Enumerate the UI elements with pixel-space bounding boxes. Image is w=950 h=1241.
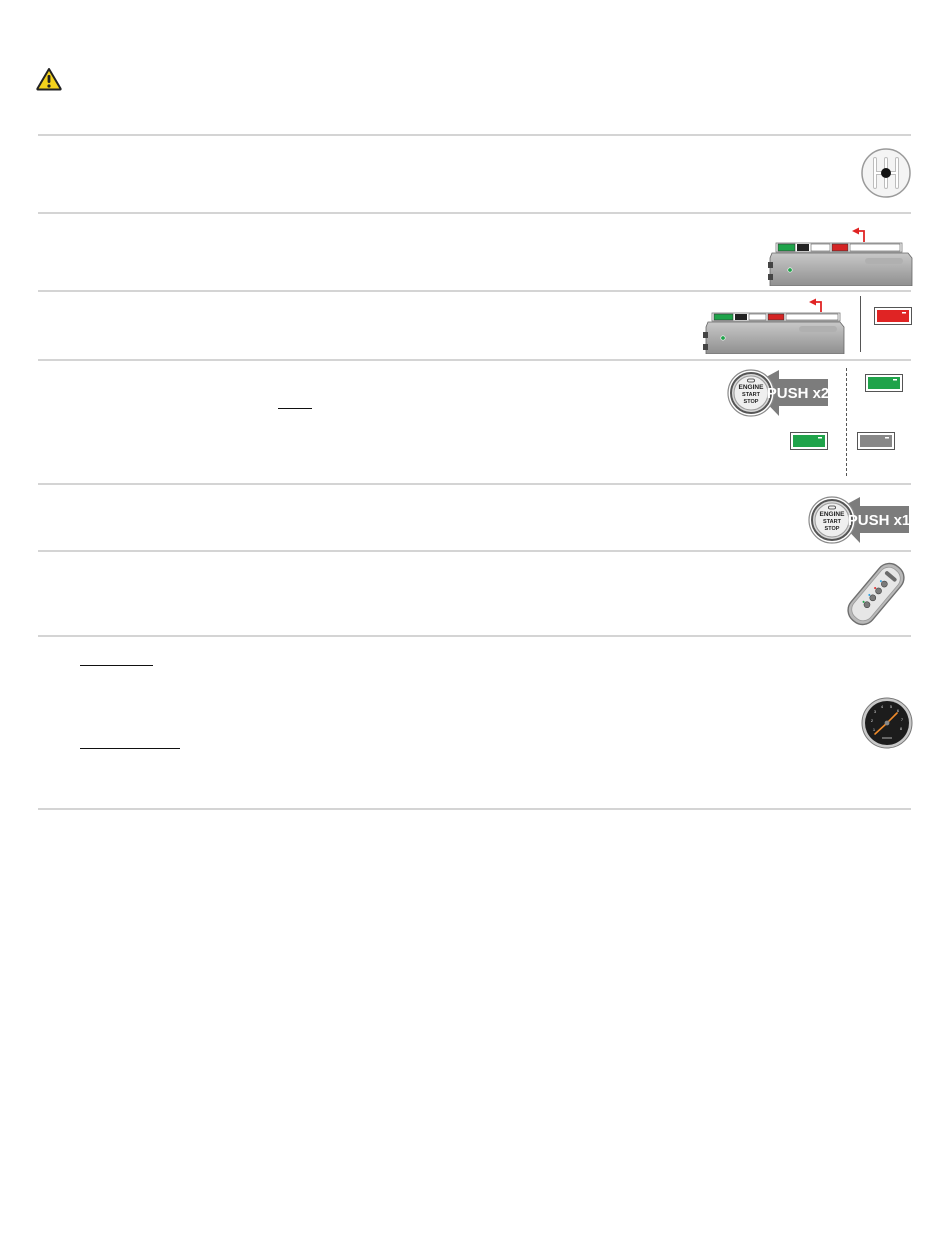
start-label: START [742,392,760,398]
section-divider [38,808,911,810]
svg-text:7: 7 [900,717,904,722]
push-x1-label: PUSH x1 [847,512,911,529]
engine-label: ENGINE [738,384,764,391]
section-divider [38,359,911,361]
status-indicator-gray [857,432,895,450]
section-divider [38,134,911,136]
remote-fob-icon [842,557,910,631]
underlined-word [278,408,312,409]
control-module-icon [700,294,846,354]
stop-label: STOP [824,526,840,532]
start-label: START [823,519,841,525]
svg-text:2: 2 [870,718,874,723]
column-divider [846,368,847,476]
subheading-underline [80,665,153,666]
subheading-underline [80,748,180,749]
svg-text:6: 6 [896,708,900,713]
section-divider [38,212,911,214]
stop-label: STOP [743,399,759,405]
svg-text:3: 3 [873,709,877,714]
section-divider [38,635,911,637]
push-x2-label: PUSH x2 [766,385,830,402]
status-indicator-red [874,307,912,325]
status-indicator-green [790,432,828,450]
warning-icon [36,67,62,91]
engine-start-stop-icon [808,495,912,545]
section-divider [38,483,911,485]
svg-text:8: 8 [899,726,903,731]
section-divider [38,290,911,292]
engine-label: ENGINE [819,511,845,518]
svg-text:5: 5 [889,704,893,709]
svg-text:4: 4 [880,704,884,709]
control-module-icon [768,222,914,286]
status-indicator-green [865,374,903,392]
engine-start-stop-icon [727,368,831,418]
tachometer-icon [861,697,913,749]
manual-shifter-icon [860,147,912,199]
section-divider [38,550,911,552]
column-divider [860,296,861,352]
svg-text:1: 1 [872,727,876,732]
